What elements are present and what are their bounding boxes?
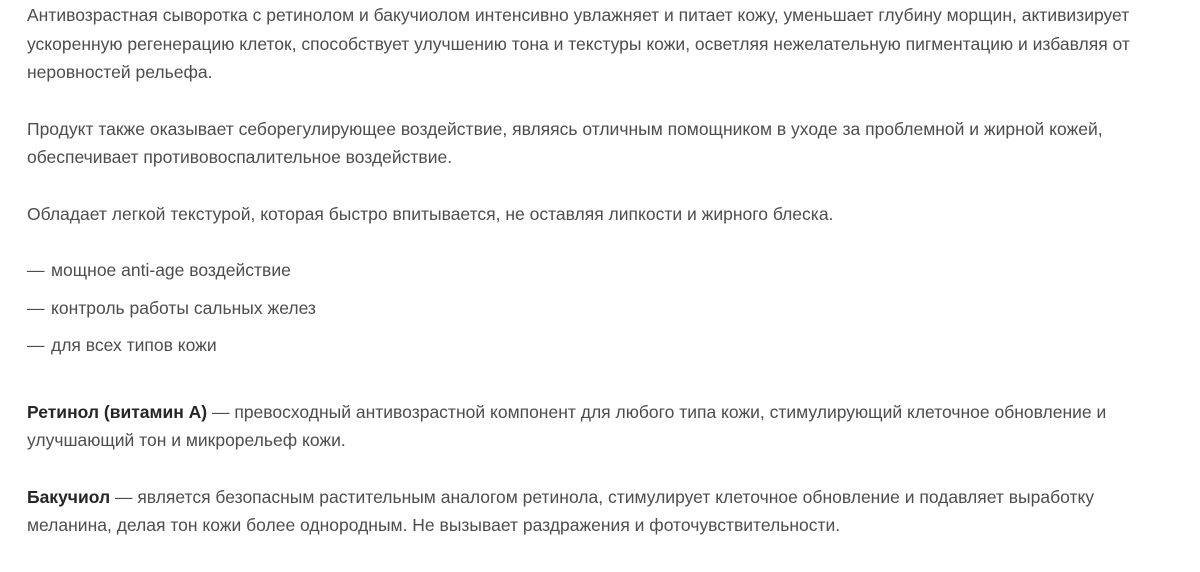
list-item xyxy=(27,256,1177,285)
list-item-label: мощное anti-age воздействие xyxy=(51,260,291,280)
description-paragraph-3: Обладает легкой текстурой, которая быстро впитывается, не оставляя липкости и жирного блеска. xyxy=(27,203,834,224)
ingredient-retinol xyxy=(27,398,1177,455)
ingredient-text: — превосходный антивозрастной компонент для любого типа кожи, стимулирующий клеточное обновление и улучшающий тон и микрорельеф кожи. xyxy=(27,401,1107,450)
ingredient-name: Бакучиол xyxy=(27,486,111,507)
list-item-label: для всех типов кожи xyxy=(51,335,217,355)
dash-bullet: — xyxy=(27,335,45,355)
benefits-list xyxy=(27,256,1177,360)
dash-bullet: — xyxy=(27,297,45,318)
ingredient-name: Ретинол (витамин А) xyxy=(27,401,208,422)
list-item xyxy=(27,331,1177,360)
list-item xyxy=(27,294,1177,323)
product-description xyxy=(27,0,1177,540)
ingredient-text: — является безопасным растительным аналогом ретинола, стимулирует клеточное обновление и подавляет выработку меланина, делая тон кожи более однородным. Не вызывает раздражения и фоточувствительности. xyxy=(27,486,1095,535)
list-item-label: контроль работы сальных желез xyxy=(51,297,316,318)
ingredient-bakuchiol xyxy=(27,483,1177,540)
description-paragraph-2: Продукт также оказывает себорегулирующее воздействие, являясь отличным помощником в уходе за проблемной и жирной кожей, обеспечивает противовоспалительное воздействие. xyxy=(27,118,1103,167)
description-paragraph-1: Антивозрастная сыворотка с ретинолом и бакучиолом интенсивно увлажняет и питает кожу, уменьшает глубину морщин, активизирует ускоренную регенерацию клеток, способствует улучшению тона и текстуры кожи, осветляя нежелательную пигментацию и избавляя от неровностей рельефа. xyxy=(27,5,1130,82)
dash-bullet: — xyxy=(27,260,45,280)
